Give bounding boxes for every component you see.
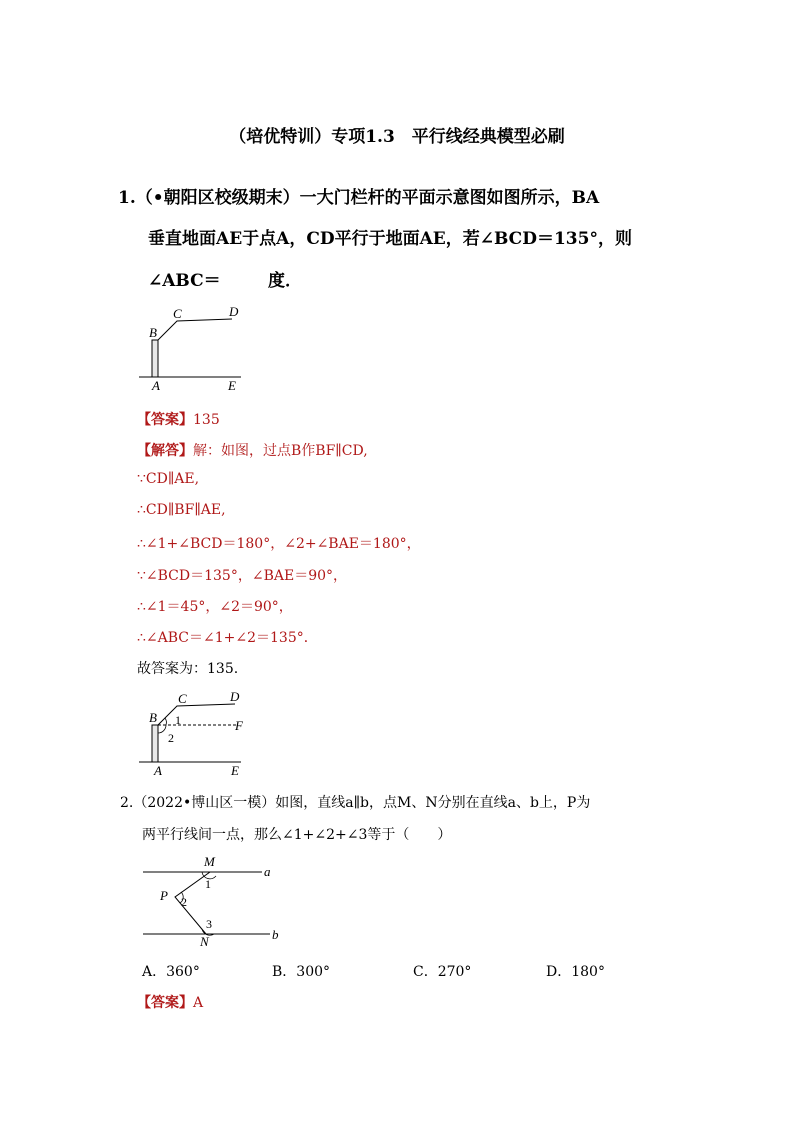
option-c: C．270° xyxy=(413,964,472,980)
angle-2-arc xyxy=(158,725,166,733)
solution-step-6: ∴∠1＝45°，∠2＝90°， xyxy=(137,599,293,615)
label-angle-1: 1 xyxy=(205,877,211,891)
solution-step-4: ∴∠1+∠BCD＝180°，∠2+∠BAE＝180°， xyxy=(137,536,421,552)
solution-step-7: ∴∠ABC＝∠1+∠2＝135°． xyxy=(137,630,318,646)
answer-row xyxy=(137,409,220,429)
label-c: C xyxy=(173,306,182,321)
answer-2-value: A xyxy=(193,995,204,1011)
label-b: B xyxy=(149,325,157,340)
label-e: E xyxy=(228,378,236,393)
answer-value: 135 xyxy=(193,412,220,428)
label-b: b xyxy=(272,927,279,942)
question-2-figure xyxy=(140,852,290,952)
option-b: B．300° xyxy=(272,964,331,980)
label-m: M xyxy=(204,854,215,869)
label-c: C xyxy=(178,691,187,706)
question-2-line-2: 两平行线间一点，那么∠1+∠2+∠3等于（ ） xyxy=(142,827,452,843)
option-d: D．180° xyxy=(546,964,605,980)
gate-post-ba xyxy=(152,340,158,377)
label-a: A xyxy=(154,763,162,778)
label-a: a xyxy=(264,864,271,879)
label-f: F xyxy=(235,718,243,733)
solution-step-3: ∴CD∥BF∥AE, xyxy=(137,502,226,518)
label-a: A xyxy=(152,378,160,393)
final-answer: 故答案为：135. xyxy=(137,661,239,677)
label-d: D xyxy=(230,689,240,704)
label-d: D xyxy=(229,304,239,319)
question-2-line-1: 2.（2022•博山区一模）如图，直线a∥b，点M、N分别在直线a、b上，P为 xyxy=(120,795,591,811)
solution-step-5: ∵∠BCD＝135°，∠BAE＝90°， xyxy=(137,568,348,584)
option-a: A．360° xyxy=(142,964,200,980)
question-1-line-1: 1.（•朝阳区校级期末）一大门栏杆的平面示意图如图所示，BA xyxy=(118,188,600,208)
label-angle-2: 2 xyxy=(181,895,187,909)
question-1-figure xyxy=(135,300,255,395)
answer-label: 【答案】 xyxy=(137,412,193,428)
label-angle-2: 2 xyxy=(168,731,174,745)
question-1-blank-suffix: 度． xyxy=(268,271,302,291)
gate-post-ba xyxy=(152,725,158,762)
label-b: B xyxy=(149,710,157,725)
solution-figure xyxy=(135,685,255,780)
solution-step-1: 解：如图，过点B作BF∥CD, xyxy=(193,443,368,459)
solution-row xyxy=(137,440,368,460)
label-angle-1: 1 xyxy=(175,713,181,727)
question-1-line-2: 垂直地面AE于点A，CD平行于地面AE，若∠BCD＝135°，则 xyxy=(148,229,632,249)
label-n: N xyxy=(200,934,209,949)
solution-step-2: ∵CD∥AE, xyxy=(137,471,200,487)
angle-1-arc xyxy=(165,718,166,725)
bar-bcd xyxy=(158,319,232,340)
label-e: E xyxy=(231,763,239,778)
solution-label: 【解答】 xyxy=(137,443,193,459)
label-p: P xyxy=(160,888,168,903)
answer-2-label: 【答案】 xyxy=(137,995,193,1011)
label-angle-3: 3 xyxy=(206,917,212,931)
bar-bcd xyxy=(158,704,235,725)
question-1-blank-prefix: ∠ABC＝ xyxy=(148,271,221,291)
answer-2-row xyxy=(137,992,203,1012)
page-title: （培优特训）专项1.3 平行线经典模型必刷 xyxy=(229,127,565,147)
